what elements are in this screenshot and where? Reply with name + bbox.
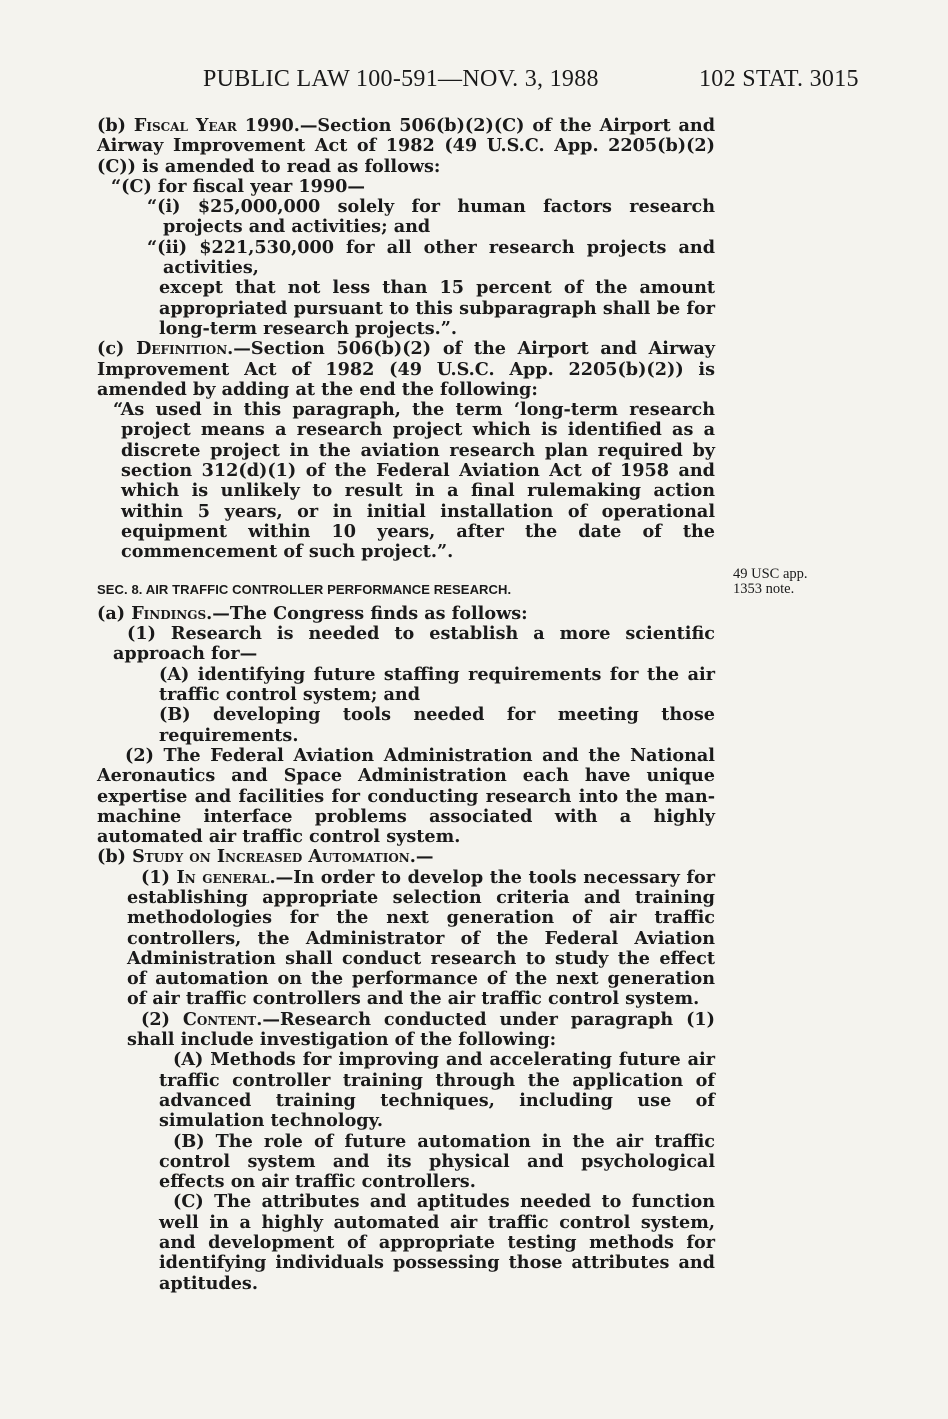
finding-1a: (A) identifying future staffing requirements for the air traffic control system; and xyxy=(159,663,715,706)
quoted-subparagraph-c: “(C) for fiscal year 1990— xyxy=(111,175,365,197)
paragraph-heading: In general xyxy=(176,866,270,888)
subsection-b-study: (b) Study on Increased Automation.— xyxy=(97,846,434,868)
paragraph-heading: Content xyxy=(182,1008,257,1030)
subsection-c-definition: (c) Definition.—Section 506(b)(2) of the Airport and Airway Improvement Act of 1982 (49 U.S.C. App. 2205(b)(2)) is amended by adding at the end the following: xyxy=(97,338,715,400)
subsection-a-findings: (a) Findings.—The Congress finds as follows: xyxy=(97,602,528,624)
paragraph-2-content: (2) Content.—Research conducted under paragraph (1) shall include investigation of the following: xyxy=(127,1008,715,1051)
subsection-heading: Findings xyxy=(131,602,207,624)
page-header xyxy=(0,66,948,96)
finding-2: (2) The Federal Aviation Administration and the National Aeronautics and Space Administration each have unique expertise and facilities for conducting research into the man-machine interface problems associated with a highly automated air traffic control system. xyxy=(97,744,715,848)
content-items xyxy=(97,1050,715,1294)
margin-citation-line-1: 49 USC app. xyxy=(733,566,808,582)
margin-citation-line-2: 1353 note. xyxy=(733,581,795,597)
study-paragraphs xyxy=(97,868,715,1051)
finding-1b: (B) developing tools needed for meeting those requirements. xyxy=(159,704,715,746)
section-8-heading: SEC. 8. AIR TRAFFIC CONTROLLER PERFORMANCE RESEARCH. xyxy=(97,581,512,597)
clause-ii: “(ii) $221,530,000 for all other research projects and activities, xyxy=(147,236,715,279)
content-item-b: (B) The role of future automation in the air traffic control system and its physical and psychological effects on air traffic controllers. xyxy=(159,1130,715,1193)
public-law-title: PUBLIC LAW 100-591—NOV. 3, 1988 xyxy=(203,66,599,92)
clause-i: “(i) $25,000,000 solely for human factors research projects and activities; and xyxy=(147,196,715,238)
finding-1-items xyxy=(97,665,715,746)
except-clause: except that not less than 15 percent of the amount appropriated pursuant to this subparagraph shall be for long-term research projects.”. xyxy=(159,277,715,339)
content-item-c: (C) The attributes and aptitudes needed to function well in a highly automated air traffic control system, and development of appropriate testing methods for identifying individuals possessing those attributes and aptitudes. xyxy=(159,1191,715,1294)
paragraph-1-in-general: (1) In general.—In order to develop the tools necessary for establishing appropriate selection criteria and training methodologies for the next generation of air traffic controllers, the Administrator of the Federal Aviation Administration shall conduct research to study the effect of automation on the performance of the next generation of air traffic controllers and the air traffic control system. xyxy=(127,866,715,1010)
subsection-heading: Study on Increased Automation xyxy=(132,846,410,868)
subsection-heading: Fiscal Year xyxy=(133,115,237,136)
document-body xyxy=(97,116,715,1294)
content-item-a: (A) Methods for improving and accelerating future air traffic controller training through the application of advanced training techniques, including use of simulation technology. xyxy=(159,1049,715,1132)
finding-1: (1) Research is needed to establish a more scientific approach for— xyxy=(113,623,715,665)
statute-page-number: 102 STAT. 3015 xyxy=(699,66,859,92)
subsection-heading: Definition xyxy=(136,338,228,360)
definition-quote: “As used in this paragraph, the term ‘long-term research project means a research project which is identified as a discrete project in the aviation research plan required by section 312(d)(1) of the Federal Aviation Act of 1958 and which is unlikely to result in a final rulemaking action within 5 years, or in initial installation of operational equipment within 10 years, after the date of the commencement of such project.”. xyxy=(113,399,715,563)
margin-citation xyxy=(733,567,843,597)
subsection-b-fiscal-year: (b) Fiscal Year 1990.—Section 506(b)(2)(C) of the Airport and Airway Improvement Act of 1982 (49 U.S.C. App. 2205(b)(2)(C)) is amended to read as follows: xyxy=(97,115,716,177)
